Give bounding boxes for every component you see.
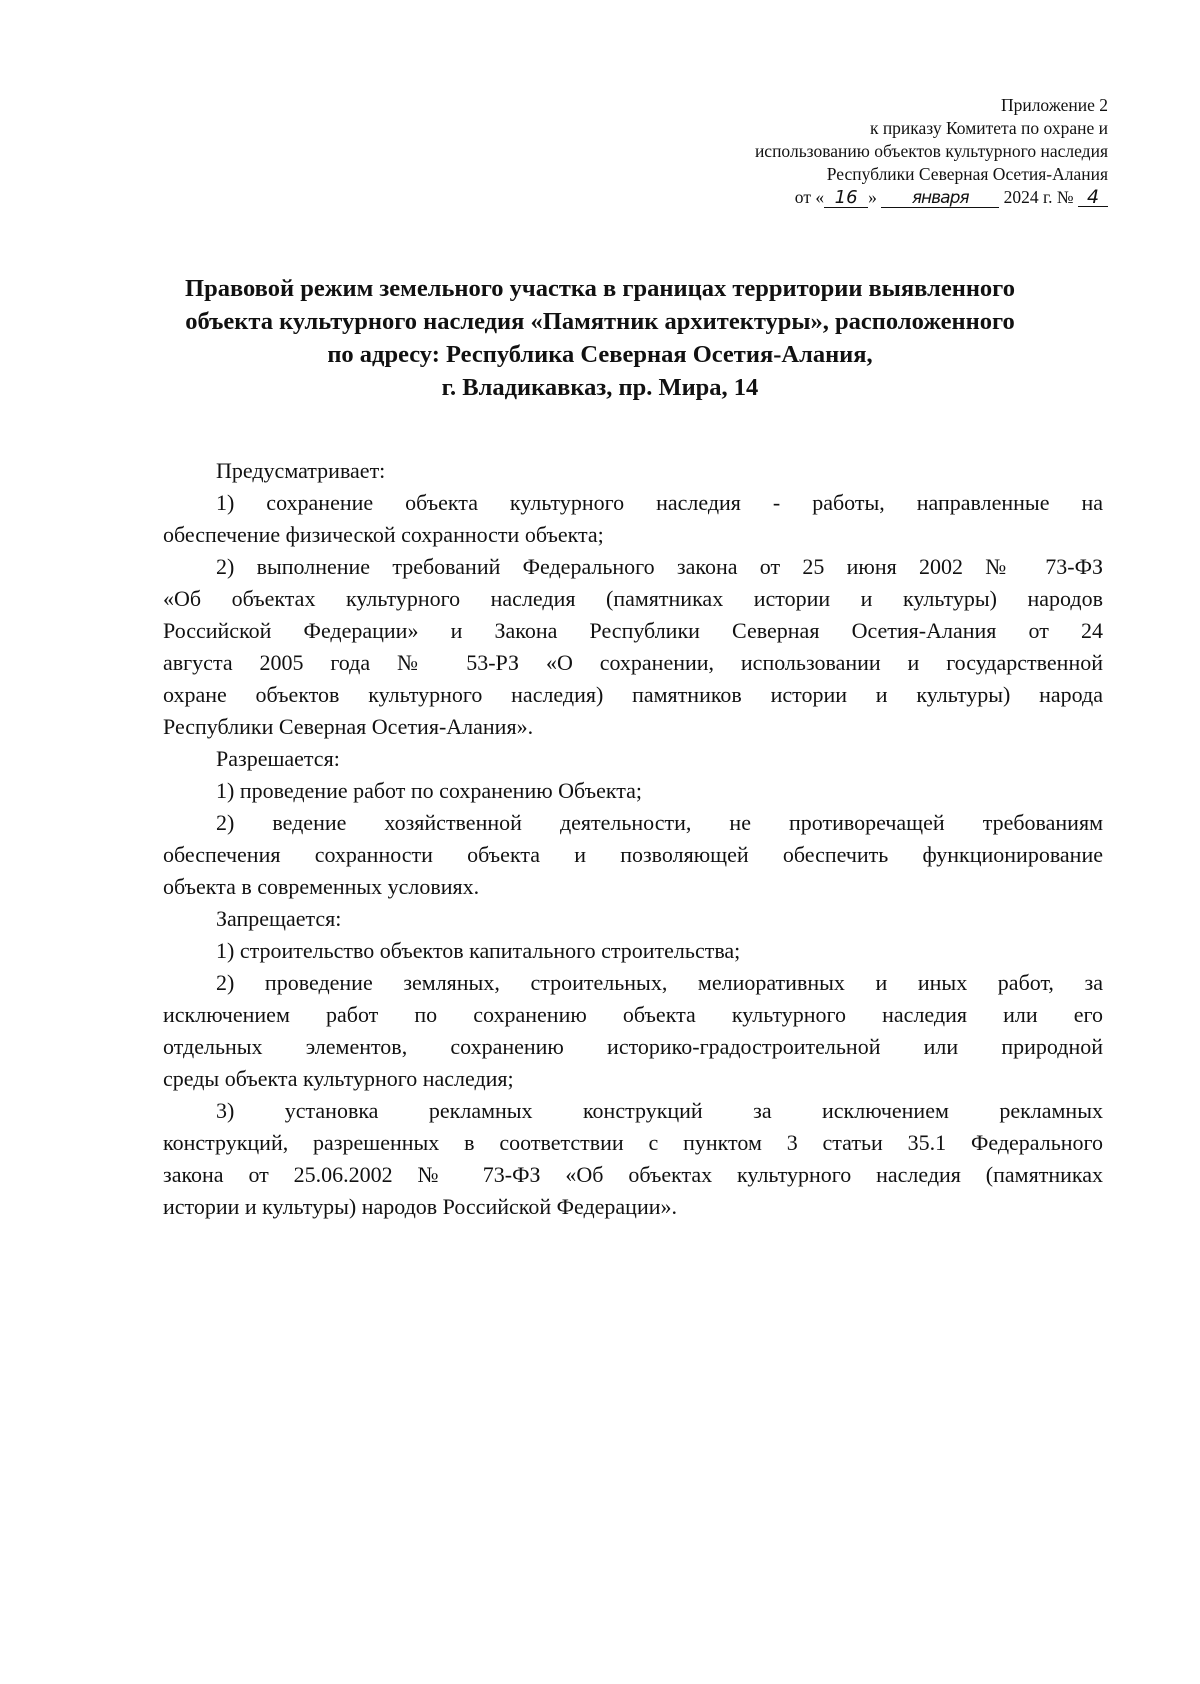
appendix-label: Приложение 2 — [1000, 95, 1108, 115]
appendix-line-2: к приказу Комитета по охране и — [869, 118, 1108, 138]
forbidden-item-1: 1) строительство объектов капитального строительства; — [216, 938, 741, 963]
allowed-item-2-line-1: 2) ведение хозяйственной деятельности, не противоречащей требованиям — [216, 810, 1103, 835]
handwritten-day: 16 — [824, 189, 868, 208]
appendix-line-3: использованию объектов культурного наследия — [754, 141, 1108, 161]
provides-heading: Предусматривает: — [216, 458, 386, 483]
provides-item-2-line-1: 2) выполнение требований Федерального закона от 25 июня 2002 № 73-ФЗ — [216, 554, 1103, 579]
title-line-1: Правовой режим земельного участка в границах территории выявленного — [185, 275, 1015, 302]
provides-item-2-line-4: августа 2005 года № 53-РЗ «О сохранении, использовании и государственной — [163, 650, 1103, 675]
allowed-item-2-line-3: объекта в современных условиях. — [163, 874, 480, 899]
forbidden-heading: Запрещается: — [216, 906, 342, 931]
allowed-item-2-line-2: обеспечения сохранности объекта и позволяющей обеспечить функционирование — [163, 842, 1103, 867]
allowed-heading: Разрешается: — [216, 746, 340, 771]
appendix-header — [588, 94, 1108, 209]
forbidden-item-2-line-3: отдельных элементов, сохранению историко-градостроительной или природной — [163, 1034, 1103, 1059]
forbidden-item-2-line-2: исключением работ по сохранению объекта культурного наследия или его — [163, 1002, 1103, 1027]
title-line-3: по адресу: Республика Северная Осетия-Алания, — [327, 341, 873, 368]
provides-item-1-line-2: обеспечение физической сохранности объекта; — [163, 522, 604, 547]
forbidden-item-3-line-4: истории и культуры) народов Российской Федерации». — [163, 1194, 678, 1219]
forbidden-item-3-line-1: 3) установка рекламных конструкций за исключением рекламных — [216, 1098, 1103, 1123]
document-body — [163, 455, 1103, 1223]
appendix-line-4: Республики Северная Осетия-Алания — [826, 164, 1108, 184]
provides-item-2-line-3: Российской Федерации» и Закона Республики Северная Осетия-Алания от 24 — [163, 618, 1103, 643]
date-year: 2024 г. № — [1003, 187, 1074, 207]
date-mid: » — [868, 187, 877, 207]
forbidden-item-3-line-3: закона от 25.06.2002 № 73-ФЗ «Об объектах культурного наследия (памятниках — [163, 1162, 1103, 1187]
provides-item-2-line-5: охране объектов культурного наследия) памятников истории и культуры) народа — [163, 682, 1103, 707]
forbidden-item-3-line-2: конструкций, разрешенных в соответствии с пунктом 3 статьи 35.1 Федерального — [163, 1130, 1103, 1155]
forbidden-item-2-line-1: 2) проведение земляных, строительных, мелиоративных и иных работ, за — [216, 970, 1103, 995]
provides-item-2-line-2: «Об объектах культурного наследия (памятниках истории и культуры) народов — [163, 586, 1103, 611]
provides-item-2-line-6: Республики Северная Осетия-Алания». — [163, 714, 534, 739]
provides-item-1-line-1: 1) сохранение объекта культурного наследия - работы, направленные на — [216, 490, 1103, 515]
allowed-item-1: 1) проведение работ по сохранению Объекта; — [216, 778, 642, 803]
handwritten-order-number: 4 — [1078, 188, 1108, 207]
title-line-2: объекта культурного наследия «Памятник архитектуры», расположенного — [185, 308, 1015, 335]
title-line-4: г. Владикавказ, пр. Мира, 14 — [441, 374, 759, 401]
forbidden-item-2-line-4: среды объекта культурного наследия; — [163, 1066, 514, 1091]
handwritten-month: января — [881, 189, 999, 208]
document-title — [120, 272, 1080, 404]
order-date-line — [588, 186, 1108, 209]
date-prefix: от « — [794, 187, 825, 207]
